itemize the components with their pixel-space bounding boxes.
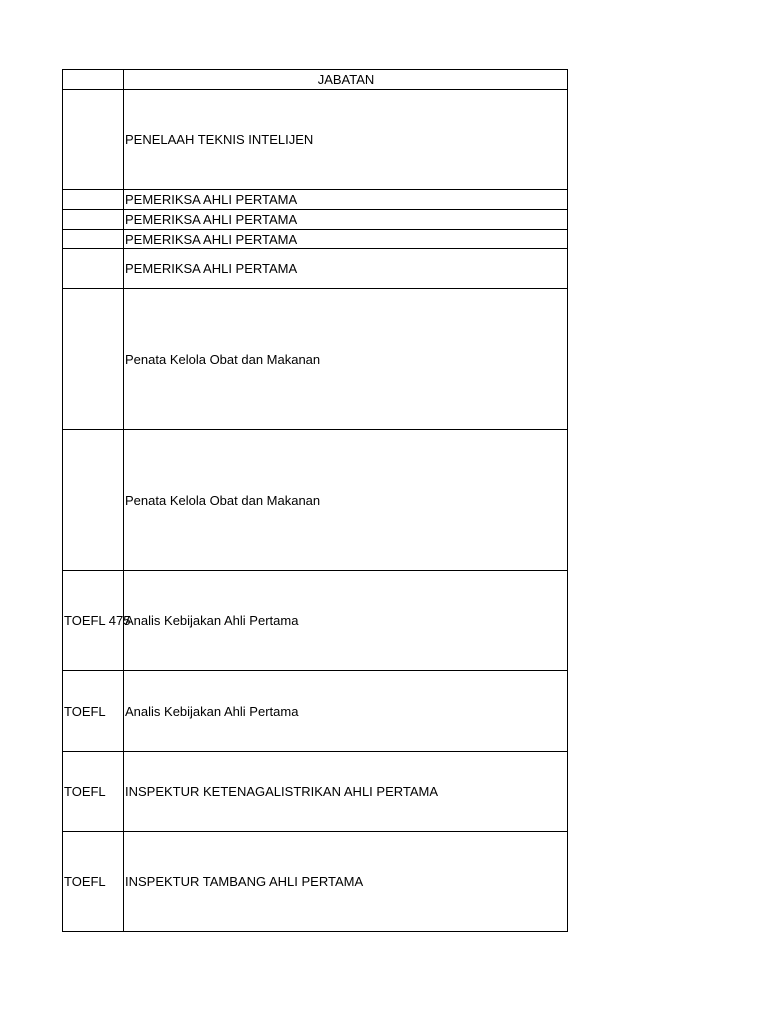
table-row [63,571,568,671]
table-row [63,230,568,249]
table-cell[interactable] [63,249,124,289]
table-cell[interactable]: Analis Kebijakan Ahli Pertama [124,671,568,752]
table-cell[interactable] [63,190,124,210]
table-row [63,671,568,752]
table-row [63,90,568,190]
header-cell-jabatan[interactable]: JABATAN [124,70,568,90]
table-cell[interactable]: PEMERIKSA AHLI PERTAMA [124,230,568,249]
table-row [63,430,568,571]
table-row [63,289,568,430]
table-cell[interactable] [63,90,124,190]
header-cell-1[interactable] [63,70,124,90]
table-cell[interactable]: TOEFL 475 [63,571,124,671]
table-cell[interactable] [63,430,124,571]
table-row [63,249,568,289]
table-cell[interactable] [63,289,124,430]
table-cell[interactable]: INSPEKTUR TAMBANG AHLI PERTAMA [124,832,568,932]
table-cell[interactable]: Analis Kebijakan Ahli Pertama [124,571,568,671]
table-row [63,832,568,932]
table-row [63,210,568,230]
table-cell[interactable]: TOEFL [63,671,124,752]
table-cell[interactable]: Penata Kelola Obat dan Makanan [124,289,568,430]
spreadsheet-table [62,69,568,932]
table-cell[interactable]: PENELAAH TEKNIS INTELIJEN [124,90,568,190]
header-row [63,70,568,90]
table-cell[interactable] [63,230,124,249]
table-cell[interactable]: TOEFL [63,832,124,932]
table-row [63,190,568,210]
table-cell[interactable] [63,210,124,230]
table-cell[interactable]: Penata Kelola Obat dan Makanan [124,430,568,571]
table-cell[interactable]: PEMERIKSA AHLI PERTAMA [124,190,568,210]
table-cell[interactable]: INSPEKTUR KETENAGALISTRIKAN AHLI PERTAMA [124,752,568,832]
table-cell[interactable]: PEMERIKSA AHLI PERTAMA [124,249,568,289]
table-row [63,752,568,832]
table-cell[interactable]: TOEFL [63,752,124,832]
table-cell[interactable]: PEMERIKSA AHLI PERTAMA [124,210,568,230]
